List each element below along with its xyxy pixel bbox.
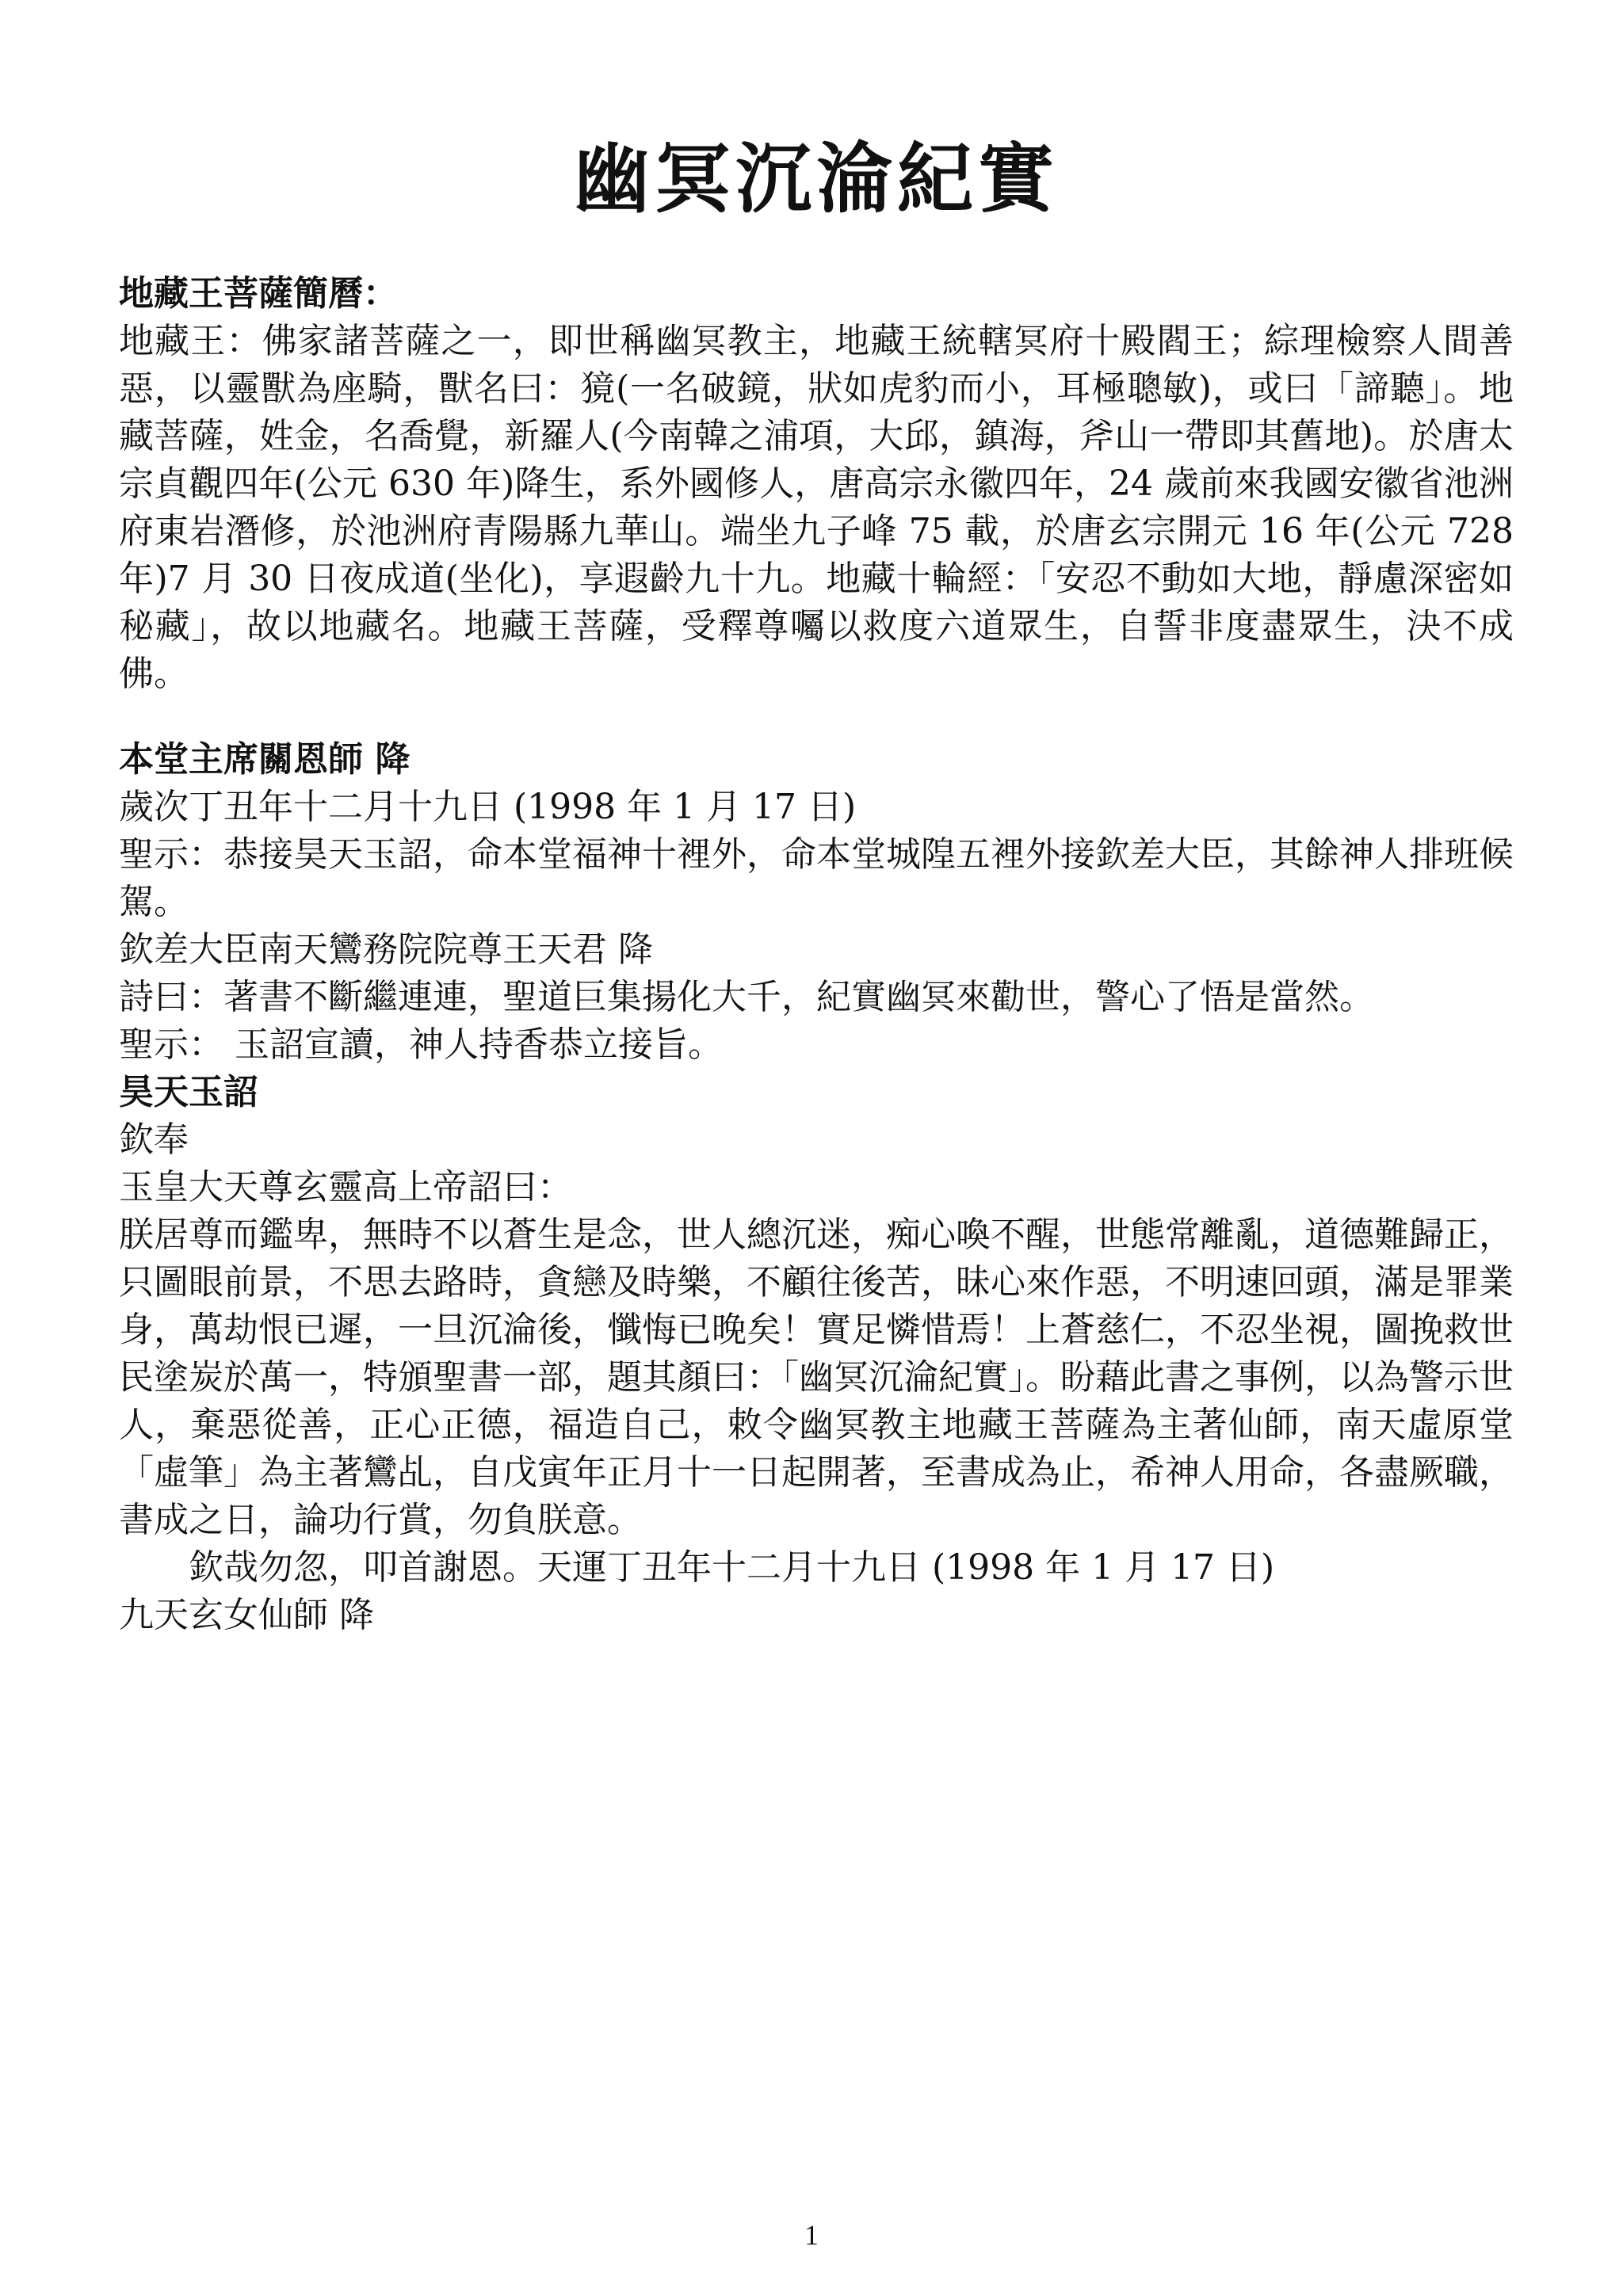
- closing-line: 欽哉勿忽，叩首謝恩。天運丁丑年十二月十九日 (1998 年 1 月 17 日): [189, 1547, 1275, 1589]
- section-heading: 本堂主席關恩師 降: [119, 739, 411, 780]
- section-heading: 地藏王菩薩簡曆：: [119, 273, 398, 315]
- section-jade-edict: [119, 1069, 1514, 1639]
- edict-paragraph: 朕居尊而鑑卑，無時不以蒼生是念，世人總沉迷，痴心喚不醒，世態常離亂，道德難歸正，只圖眼前景，不思去路時，貪戀及時樂，不顧往後苦，昧心來作惡，不明速回頭，滿是罪業身，萬劫恨已遲，一旦沉淪後，懺悔已晚矣！實足憐惜焉！上蒼慈仁，不忍坐視，圖挽救世民塗炭於萬一，特頒聖書一部，題其顏曰：「幽冥沉淪紀實」。盼藉此書之事例，以為警示世人，棄惡從善，正心正德，福造自己，敕令幽冥教主地藏王菩薩為主著仙師，南天虛原堂「虛筆」為主著鸞乩，自戊寅年正月十一日起開著，至書成為止，希神人用命，各盡厥職，書成之日，論功行賞，勿負朕意。: [119, 1215, 1514, 1541]
- section-spacer: [119, 698, 1514, 736]
- page-number: 1: [804, 2219, 819, 2251]
- section-master-guan-descends: [119, 736, 1514, 1069]
- section-heading: 昊天玉詔: [119, 1072, 258, 1113]
- biography-paragraph: 地藏王：佛家諸菩薩之一，即世稱幽冥教主，地藏王統轄冥府十殿閻王；綜理檢察人間善惡，以靈獸為座騎，獸名曰：獍(一名破鏡，狀如虎豹而小，耳極聰敏)，或曰「諦聽」。地藏菩薩，姓金，名喬覺，新羅人(今南韓之浦項，大邱，鎮海，斧山一帶即其舊地)。於唐太宗貞觀四年(公元 630 年)降生，系外國修人，唐高宗永徽四年，24 歲前來我國安徽省池洲府東岩潛修，於池洲府青陽縣九華山。端坐九子峰 75 載，於唐玄宗開元 16 年(公元 728 年)7 月 30 日夜成道(坐化)，享遐齡九十九。地藏十輪經：「安忍不動如大地，靜慮深密如秘藏」，故以地藏名。地藏王菩薩，受釋尊囑以救度六道眾生，自誓非度盡眾生，決不成佛。: [119, 321, 1514, 695]
- decree-paragraph: 聖示： 玉詔宣讀，神人持香恭立接旨。: [119, 1024, 723, 1066]
- date-line: 歲次丁丑年十二月十九日 (1998 年 1 月 17 日): [119, 787, 857, 828]
- document-page: [119, 119, 1514, 2218]
- document-title: 幽冥沉淪紀實: [574, 134, 1059, 223]
- decree-paragraph: 聖示：恭接昊天玉詔，命本堂福神十裡外，命本堂城隍五裡外接欽差大臣，其餘神人排班候駕。: [119, 834, 1514, 923]
- next-speaker-line: 九天玄女仙師 降: [119, 1595, 374, 1636]
- envoy-line: 欽差大臣南天鸞務院院尊王天君 降: [119, 929, 653, 971]
- respect-line: 欽奉: [119, 1119, 189, 1161]
- section-ksitigarbha-biography: [119, 270, 1514, 698]
- poem-paragraph: 詩曰：著書不斷繼連連，聖道巨集揚化大千，紀實幽冥來勸世，警心了悟是當然。: [119, 977, 1374, 1018]
- emperor-line: 玉皇大天尊玄靈高上帝詔曰：: [119, 1167, 572, 1208]
